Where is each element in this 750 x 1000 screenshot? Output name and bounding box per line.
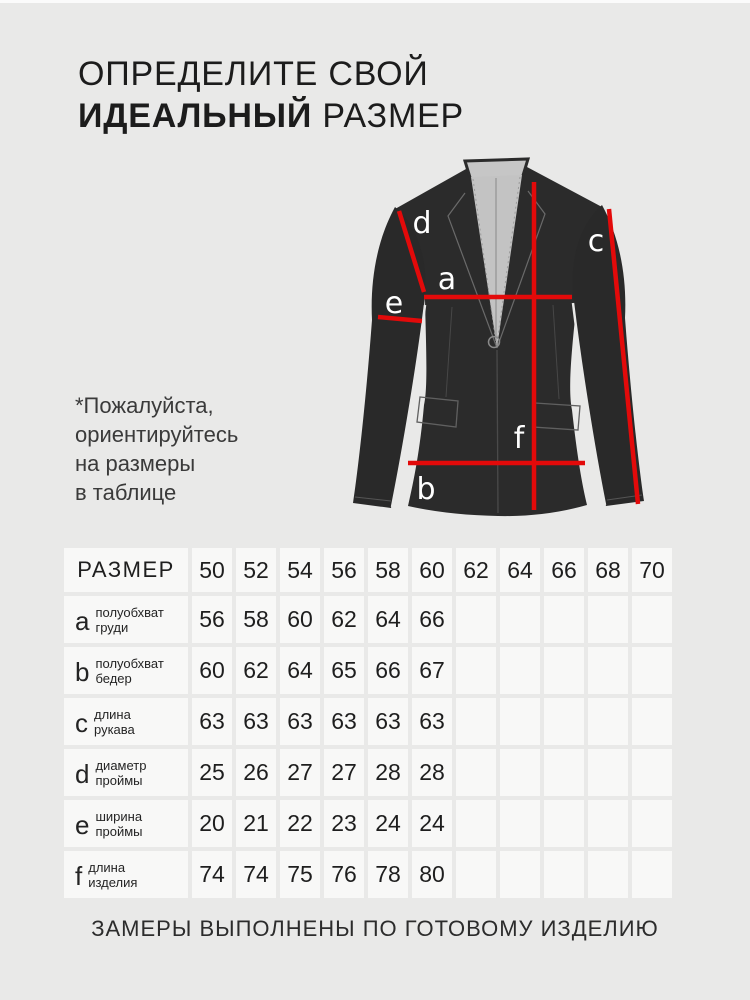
table-value-cell bbox=[544, 596, 584, 643]
row-letter: e bbox=[75, 810, 90, 840]
table-size-column-header: 58 bbox=[368, 548, 408, 592]
table-size-column-header: 56 bbox=[324, 548, 364, 592]
table-value-cell bbox=[588, 647, 628, 694]
title-line2 bbox=[78, 95, 464, 137]
table-value-cell: 27 bbox=[280, 749, 320, 796]
row-description-line: проймы bbox=[95, 823, 143, 839]
title-line1: ОПРЕДЕЛИТЕ СВОЙ bbox=[78, 55, 429, 93]
row-description bbox=[95, 656, 163, 686]
note-line: *Пожалуйста, bbox=[75, 393, 214, 418]
table-value-cell: 23 bbox=[324, 800, 364, 847]
diagram-label-a: a bbox=[437, 262, 457, 297]
table-value-cell: 75 bbox=[280, 851, 320, 898]
table-size-column-header: 60 bbox=[412, 548, 452, 592]
row-description bbox=[95, 605, 163, 635]
table-row-label bbox=[64, 800, 188, 847]
table-value-cell bbox=[632, 800, 672, 847]
table-value-cell bbox=[544, 800, 584, 847]
table-value-cell: 24 bbox=[368, 800, 408, 847]
table-value-cell: 60 bbox=[192, 647, 232, 694]
jacket-measurement-diagram bbox=[330, 145, 680, 545]
table-value-cell: 22 bbox=[280, 800, 320, 847]
table-size-column-header: 66 bbox=[544, 548, 584, 592]
table-value-cell bbox=[588, 596, 628, 643]
table-size-column-header: 64 bbox=[500, 548, 540, 592]
table-value-cell bbox=[500, 596, 540, 643]
row-description bbox=[95, 809, 142, 839]
table-row-label bbox=[64, 851, 188, 898]
table-value-cell bbox=[544, 749, 584, 796]
bottom-caption: ЗАМЕРЫ ВЫПОЛНЕНЫ ПО ГОТОВОМУ ИЗДЕЛИЮ bbox=[91, 916, 659, 941]
table-value-cell bbox=[544, 851, 584, 898]
row-description-line: рукава bbox=[94, 721, 135, 737]
table-value-cell bbox=[500, 647, 540, 694]
row-description-line: ширина bbox=[95, 808, 143, 824]
table-value-cell: 62 bbox=[324, 596, 364, 643]
table-value-cell bbox=[544, 698, 584, 745]
table-row-label bbox=[64, 698, 188, 745]
table-value-cell bbox=[456, 596, 496, 643]
row-letter: a bbox=[75, 606, 90, 636]
table-value-cell bbox=[632, 851, 672, 898]
table-value-cell: 65 bbox=[324, 647, 364, 694]
table-value-cell: 63 bbox=[236, 698, 276, 745]
diagram-label-f: f bbox=[513, 421, 525, 456]
table-value-cell: 63 bbox=[368, 698, 408, 745]
row-description bbox=[88, 860, 137, 890]
table-value-cell: 64 bbox=[368, 596, 408, 643]
table-value-cell bbox=[500, 851, 540, 898]
table-value-cell bbox=[632, 647, 672, 694]
table-value-cell: 27 bbox=[324, 749, 364, 796]
table-value-cell: 63 bbox=[280, 698, 320, 745]
row-description bbox=[94, 707, 135, 737]
table-value-cell: 63 bbox=[324, 698, 364, 745]
table-size-column-header: 52 bbox=[236, 548, 276, 592]
table-value-cell: 62 bbox=[236, 647, 276, 694]
table-value-cell bbox=[632, 596, 672, 643]
table-value-cell bbox=[632, 698, 672, 745]
table-value-cell bbox=[500, 749, 540, 796]
title-line2-regular: РАЗМЕР bbox=[312, 97, 465, 135]
table-value-cell bbox=[588, 698, 628, 745]
row-description-line: изделия bbox=[88, 874, 138, 890]
table-value-cell: 74 bbox=[236, 851, 276, 898]
note-line: в таблице bbox=[75, 480, 177, 505]
row-description-line: полуобхват bbox=[95, 604, 164, 620]
row-description-line: бедер bbox=[95, 670, 132, 686]
table-value-cell: 28 bbox=[368, 749, 408, 796]
note-line: на размеры bbox=[75, 451, 196, 476]
table-value-cell: 28 bbox=[412, 749, 452, 796]
table-value-cell bbox=[456, 647, 496, 694]
row-letter: b bbox=[75, 657, 90, 687]
table-value-cell bbox=[632, 749, 672, 796]
row-description-line: длина bbox=[88, 859, 126, 875]
title-line2-bold: ИДЕАЛЬНЫЙ bbox=[78, 97, 313, 135]
diagram-label-b: b bbox=[416, 472, 436, 507]
table-row-label bbox=[64, 647, 188, 694]
table-value-cell bbox=[588, 800, 628, 847]
table-row-label bbox=[64, 596, 188, 643]
row-letter: f bbox=[75, 861, 83, 891]
diagram-label-d: d bbox=[412, 206, 432, 241]
row-description-line: полуобхват bbox=[95, 655, 164, 671]
table-value-cell: 63 bbox=[192, 698, 232, 745]
table-value-cell: 58 bbox=[236, 596, 276, 643]
table-value-cell: 78 bbox=[368, 851, 408, 898]
table-size-column-header: 54 bbox=[280, 548, 320, 592]
note-line: ориентируйтесь bbox=[75, 422, 239, 447]
table-value-cell bbox=[456, 800, 496, 847]
table-size-column-header: 70 bbox=[632, 548, 672, 592]
table-value-cell bbox=[500, 698, 540, 745]
table-value-cell: 76 bbox=[324, 851, 364, 898]
table-value-cell: 67 bbox=[412, 647, 452, 694]
table-value-cell: 56 bbox=[192, 596, 232, 643]
row-description-line: длина bbox=[94, 706, 131, 722]
table-value-cell: 64 bbox=[280, 647, 320, 694]
table-size-column-header: 50 bbox=[192, 548, 232, 592]
table-value-cell: 24 bbox=[412, 800, 452, 847]
row-letter: c bbox=[75, 708, 88, 738]
table-value-cell bbox=[456, 749, 496, 796]
table-value-cell: 25 bbox=[192, 749, 232, 796]
table-value-cell bbox=[544, 647, 584, 694]
note-text bbox=[75, 391, 238, 507]
row-description-line: груди bbox=[95, 619, 129, 635]
table-value-cell: 74 bbox=[192, 851, 232, 898]
table-value-cell bbox=[588, 749, 628, 796]
table-value-cell bbox=[500, 800, 540, 847]
row-description-line: проймы bbox=[95, 772, 143, 788]
table-value-cell: 66 bbox=[412, 596, 452, 643]
page-title bbox=[78, 53, 464, 137]
table-size-column-header: 68 bbox=[588, 548, 628, 592]
table-value-cell bbox=[456, 851, 496, 898]
table-header-size: РАЗМЕР bbox=[64, 548, 188, 592]
table-value-cell: 21 bbox=[236, 800, 276, 847]
table-value-cell: 60 bbox=[280, 596, 320, 643]
diagram-label-e: e bbox=[384, 286, 404, 321]
table-value-cell: 63 bbox=[412, 698, 452, 745]
size-table bbox=[64, 548, 672, 898]
row-description bbox=[95, 758, 146, 788]
table-value-cell bbox=[456, 698, 496, 745]
jacket-figure bbox=[330, 145, 680, 545]
table-value-cell: 26 bbox=[236, 749, 276, 796]
table-value-cell: 80 bbox=[412, 851, 452, 898]
row-description-line: диаметр bbox=[95, 757, 147, 773]
table-value-cell: 66 bbox=[368, 647, 408, 694]
table-size-column-header: 62 bbox=[456, 548, 496, 592]
table-value-cell: 20 bbox=[192, 800, 232, 847]
row-letter: d bbox=[75, 759, 90, 789]
table-row-label bbox=[64, 749, 188, 796]
table-value-cell bbox=[588, 851, 628, 898]
diagram-label-c: c bbox=[587, 224, 605, 259]
